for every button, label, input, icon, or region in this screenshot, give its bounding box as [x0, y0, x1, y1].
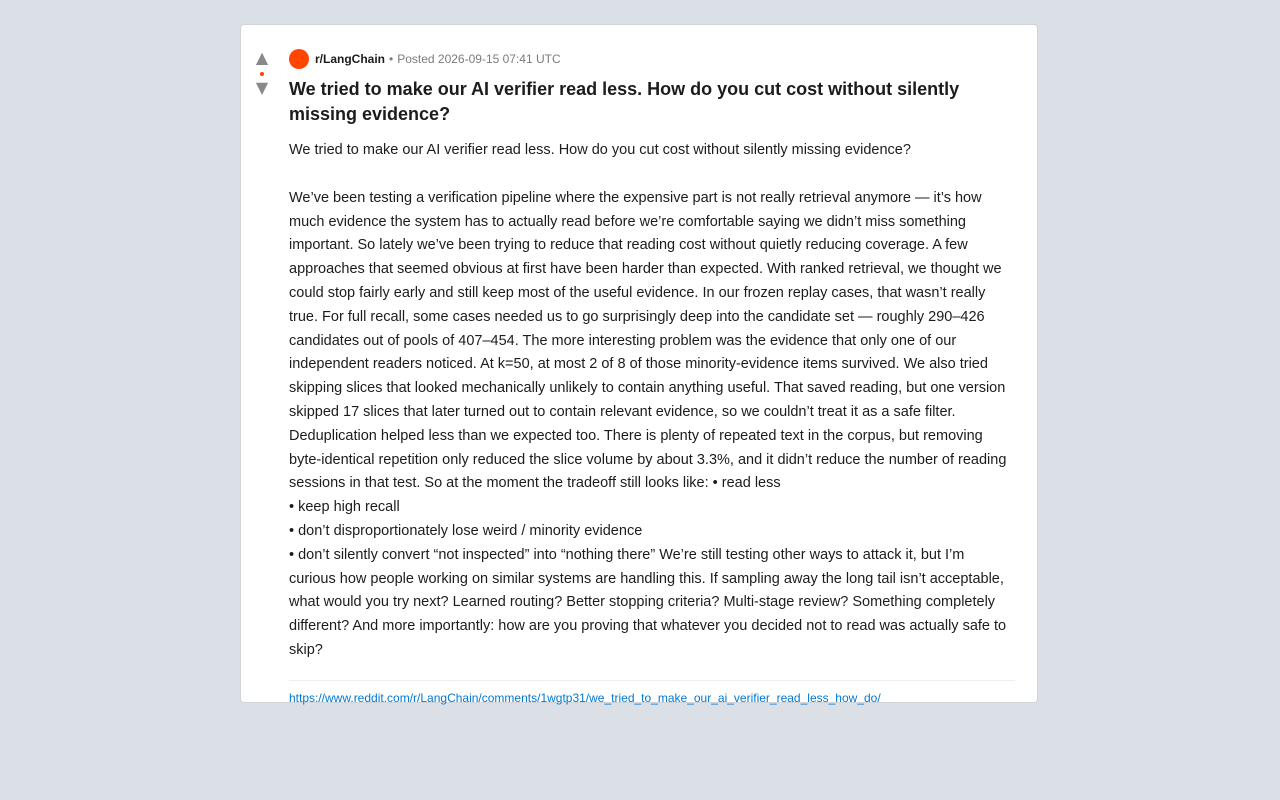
- post-permalink[interactable]: https://www.reddit.com/r/LangChain/comments/1wgtp31/we_tried_to_make_our_ai_verifier_read_less_how_do/: [289, 690, 881, 705]
- subreddit-avatar-icon[interactable]: [289, 49, 309, 69]
- score-dot-icon: [260, 72, 264, 76]
- downvote-arrow-icon[interactable]: ▼: [255, 78, 269, 97]
- subreddit-name[interactable]: r/LangChain: [315, 52, 386, 66]
- post-body-closing: • don’t silently convert “not inspected” into “nothing there” We’re still testing other ways to attack it, but I’m curious how people working on similar systems are handling this. If sampling away the long tail isn’t acceptable, what would you try next? Learned routing? Better stopping criteria? Multi-stage review? Something completely different? And more importantly: how are you proving that whatever you decided not to read was actually safe to skip?: [289, 546, 1007, 658]
- paragraph-gap: [289, 163, 1015, 187]
- post-body: [289, 139, 1015, 663]
- post-timestamp: Posted 2026-09-15 07:41 UTC: [397, 52, 561, 66]
- post-divider: [289, 680, 1015, 681]
- post-title[interactable]: We tried to make our AI verifier read less. How do you cut cost without silently missing evidence?: [289, 79, 960, 124]
- post-meta: [289, 49, 1015, 69]
- post-body-bullet: • don’t disproportionately lose weird / minority evidence: [289, 522, 643, 539]
- upvote-arrow-icon[interactable]: ▲: [255, 48, 269, 67]
- vote-column: [252, 49, 272, 97]
- meta-separator: •: [389, 52, 394, 66]
- post-body-intro: We tried to make our AI verifier read less. How do you cut cost without silently missing evidence?: [289, 142, 911, 158]
- post-body-main: We’ve been testing a verification pipeline where the expensive part is not really retrieval anymore — it’s how much evidence the system has to actually read before we’re comfortable saying we didn’t miss something important. So lately we’ve been trying to reduce that reading cost without quietly reducing coverage. A few approaches that seemed obvious at first have been harder than expected. With ranked retrieval, we thought we could stop fairly early and still keep most of the useful evidence. In our frozen replay cases, that wasn’t really true. For full recall, some cases needed us to go surprisingly deep into the candidate set — roughly 290–426 candidates out of pools of 407–454. The more interesting problem was the evidence that only one of our independent readers noticed. At k=50, at most 2 of 8 of those minority-evidence items survived. We also tried skipping slices that looked mechanically unlikely to contain anything useful. That saved reading, but one version skipped 17 slices that later turned out to contain relevant evidence, so we couldn’t treat it as a safe filter. Deduplication helped less than we expected too. There is plenty of repeated text in the corpus, but removing byte-identical repetition only reduced the slice volume by about 3.3%, and it didn’t reduce the number of reading sessions in that test. So at the moment the tradeoff still looks like: • read less: [289, 189, 1007, 492]
- post-body-bullet: • keep high recall: [289, 499, 400, 516]
- post-content: [289, 49, 1015, 706]
- post-card: [240, 24, 1038, 703]
